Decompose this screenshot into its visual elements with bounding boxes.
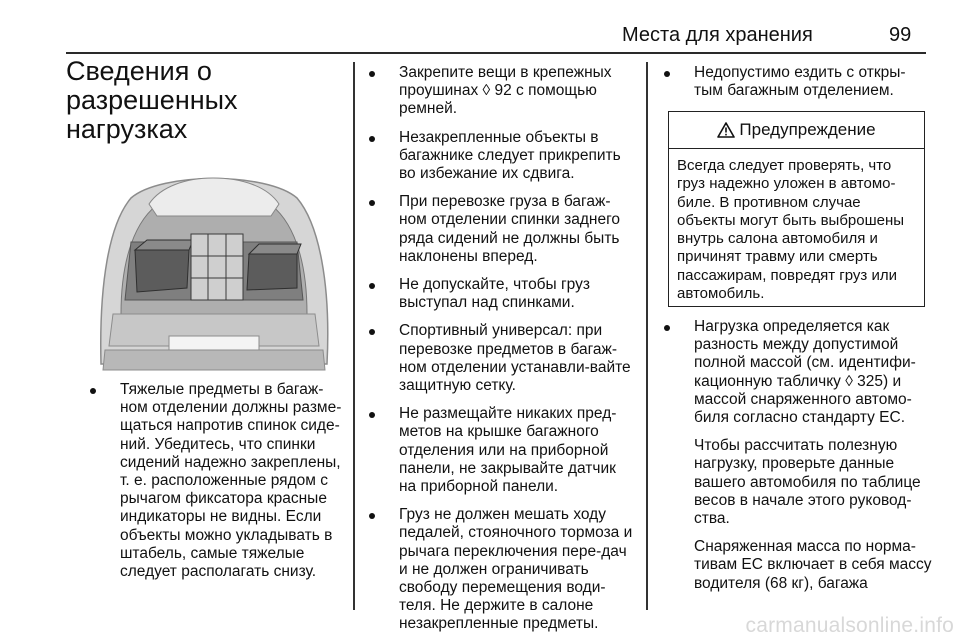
bullet-paragraph: Нагрузка определяется как разность между допустимой полной массой (см. идентифи-кационную табличку ◊ 325) и массой снаряженного автомо-биля согласно стандарту ЕС. [694,318,916,427]
column-1-list [86,381,346,591]
header-title: Места для хранения [622,24,813,46]
list-item [86,381,346,581]
bullet-dot [369,283,375,289]
warning-title: Предупреждение [739,120,876,139]
warning-box [668,111,925,307]
section-title [66,57,346,144]
list-item [660,64,930,100]
bullet-dot [664,325,670,331]
list-item [365,129,637,184]
bullet-text: Закрепите вещи в крепежных проушинах ◊ 92 с помощью ремней. [399,64,612,118]
warning-header [669,112,924,149]
bullet-text: Не размещайте никаких пред-метов на крышке багажного отделения или на приборной панели, не закрывайте датчик на приборной панели. [399,405,617,496]
bullet-text: Недопустимо ездить с откры-тым багажным отделением. [694,64,906,100]
bullet-text: Спортивный универсал: при перевозке предметов в багаж-ном отделении устанавли-вайте защитную сетку. [399,322,631,395]
bullet-text: Тяжелые предметы в багаж-ном отделении должны разме-щаться напротив спинок сиде-ний. Убедитесь, что спинки сидений надежно закреплены, т. е. расположенные рядом с рычагом фиксатора красные индикаторы не видны. Если объекты можно укладывать в штабель, самые тяжелые следует располагать снизу. [120,381,342,581]
bullet-text: Не допускайте, чтобы груз выступал над спинками. [399,276,590,312]
car-trunk-illustration [91,164,337,372]
bullet-paragraph: Чтобы рассчитать полезную нагрузку, проверьте данные вашего автомобиля по таблице весов в начале этого руковод-ства. [694,437,921,528]
list-item [365,193,637,266]
page-number: 99 [889,24,912,46]
page-header [0,0,960,58]
bullet-dot [369,329,375,335]
bullet-dot [369,200,375,206]
bullet-text: Груз не должен мешать ходу педалей, стояночного тормоза и рычага переключения пере-дач и не должен ограничивать свободу перемещения води-теля. Не держите в салоне незакрепленные предметы. [399,506,633,633]
column-divider-2 [646,62,648,610]
bullet-dot [369,513,375,519]
column-3-list-bottom [660,318,935,603]
bullet-dot [369,71,375,77]
bullet-text: Незакрепленные объекты в багажнике следует прикрепить во избежание их сдвига. [399,128,621,183]
bullet-paragraph: Снаряженная масса по норма-тивам ЕС включает в себя массу водителя (68 кг), багажа [694,538,932,592]
bullet-dot [664,71,670,77]
header-divider [66,52,926,54]
bullet-text: При перевозке груза в багаж-ном отделении спинки заднего ряда сидений не должны быть наклонены вперед. [399,193,620,265]
list-item [365,276,637,312]
warning-triangle-icon [717,122,735,138]
bullet-dot [369,136,375,142]
list-item [660,318,935,593]
bullet-dot [90,388,96,394]
section-title-line: разрешенных [66,85,238,115]
list-item [365,506,637,633]
bullet-dot [369,412,375,418]
column-3-list-top [660,64,930,110]
list-item [365,64,637,119]
list-item [365,322,637,395]
watermark: carmanualsonline.info [745,614,954,637]
column-divider-1 [353,62,355,610]
warning-text: Всегда следует проверять, что груз надежно уложен в автомо-биле. В противном случае объекты могут быть выброшены внутрь салона автомобиля и причинят травму или смерть пассажирам, повредят груз или автомобиль. [677,157,905,303]
list-item [365,405,637,496]
section-title-line: Сведения о [66,56,212,86]
column-2-list [365,64,637,642]
section-title-line: нагрузках [66,114,188,144]
